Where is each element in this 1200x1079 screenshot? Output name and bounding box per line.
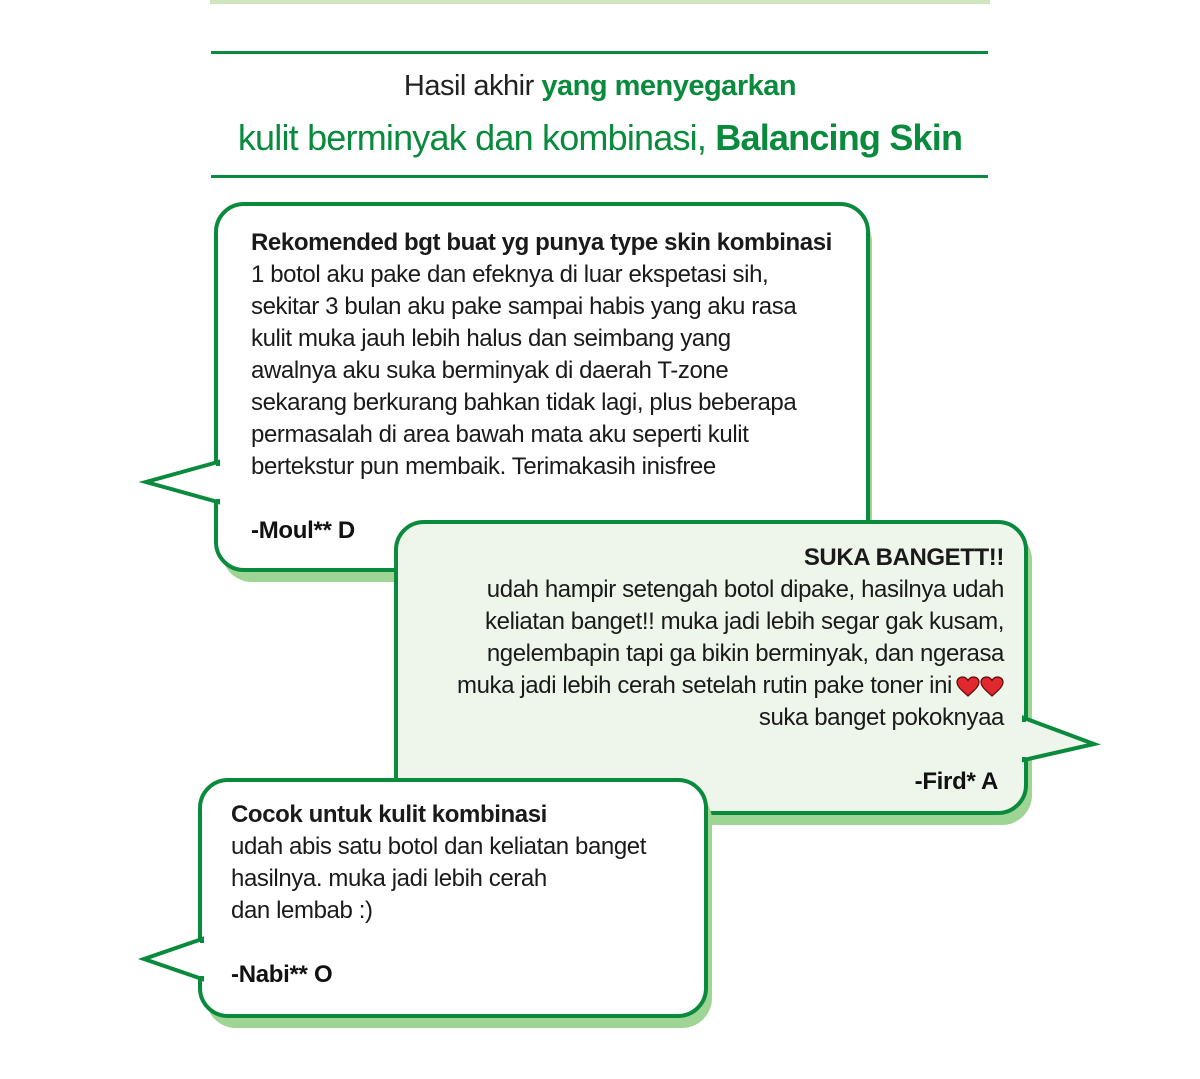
top-decorative-strip bbox=[210, 0, 990, 4]
headline-line-2 bbox=[0, 117, 1200, 159]
review-2-title: SUKA BANGETT!! bbox=[803, 544, 1004, 571]
review-3-text bbox=[231, 799, 646, 927]
review-2-line: muka jadi lebih cerah setelah rutin pake toner ini bbox=[457, 672, 952, 699]
review-2-line: suka banget pokoknyaa bbox=[758, 704, 1004, 731]
review-3-title: Cocok untuk kulit kombinasi bbox=[231, 801, 547, 828]
review-3-line: hasilnya. muka jadi lebih cerah bbox=[231, 865, 547, 892]
review-2-text bbox=[457, 542, 1004, 734]
review-1-tail bbox=[142, 458, 222, 508]
review-1-author: -Moul** D bbox=[251, 517, 355, 544]
review-1-line: sekarang berkurang bahkan tidak lagi, plus beberapa bbox=[251, 389, 797, 416]
headline-line-1-plain: Hasil akhir bbox=[403, 70, 542, 102]
review-1-line: sekitar 3 bulan aku pake sampai habis yang aku rasa bbox=[251, 293, 797, 320]
heart-icon bbox=[956, 676, 1004, 698]
review-3-line: udah abis satu botol dan keliatan banget bbox=[231, 833, 647, 860]
headline-line-2-highlight: Balancing Skin bbox=[715, 117, 963, 158]
review-3-tail bbox=[140, 935, 210, 985]
headline-line-1-highlight: yang menyegarkan bbox=[541, 70, 797, 102]
review-3-line: dan lembab :) bbox=[231, 897, 373, 924]
header-bottom-rule bbox=[211, 175, 988, 178]
review-2-author: -Fird* A bbox=[914, 768, 998, 795]
review-2-line: keliatan banget!! muka jadi lebih segar gak kusam, bbox=[485, 608, 1004, 635]
review-1-line: kulit muka jauh lebih halus dan seimbang yang bbox=[251, 325, 731, 352]
review-1-text bbox=[251, 227, 832, 483]
headline-line-2-plain: kulit berminyak dan kombinasi, bbox=[237, 117, 716, 158]
review-3-author: -Nabi** O bbox=[231, 961, 333, 988]
review-1-title: Rekomended bgt buat yg punya type skin kombinasi bbox=[251, 229, 832, 256]
review-1-line: permasalah di area bawah mata aku seperti kulit bbox=[251, 421, 749, 448]
headline-line-1 bbox=[0, 70, 1200, 103]
review-2-line: udah hampir setengah botol dipake, hasilnya udah bbox=[486, 576, 1004, 603]
review-2-tail bbox=[1020, 714, 1100, 764]
review-2-line-with-hearts bbox=[457, 670, 1004, 702]
review-2-line: ngelembapin tapi ga bikin berminyak, dan ngerasa bbox=[486, 640, 1004, 667]
review-1-line: 1 botol aku pake dan efeknya di luar ekspetasi sih, bbox=[251, 261, 769, 288]
header-top-rule bbox=[211, 51, 988, 54]
review-1-line: awalnya aku suka berminyak di daerah T-zone bbox=[251, 357, 729, 384]
review-1-line: bertekstur pun membaik. Terimakasih inisfree bbox=[251, 453, 716, 480]
